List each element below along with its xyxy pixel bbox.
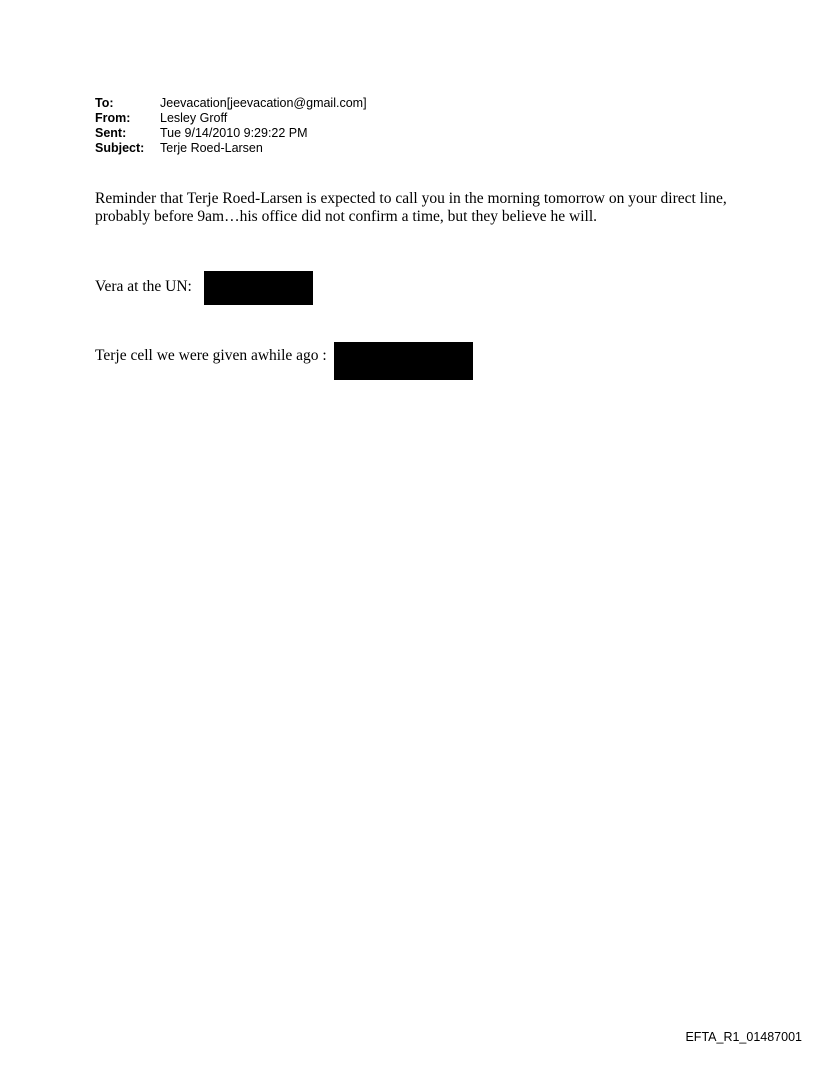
header-row-to — [95, 96, 367, 111]
from-value: Lesley Groff — [160, 111, 228, 125]
document-id: EFTA_R1_01487001 — [685, 1030, 802, 1044]
header-row-subject — [95, 141, 367, 156]
vera-line: Vera at the UN: — [95, 278, 192, 295]
header-row-sent — [95, 126, 367, 141]
header-row-from — [95, 111, 367, 126]
to-label: To: — [95, 96, 114, 110]
redaction-box — [204, 271, 313, 305]
sent-label: Sent: — [95, 126, 127, 140]
terje-cell-line: Terje cell we were given awhile ago : — [95, 347, 327, 364]
subject-label: Subject: — [95, 141, 145, 155]
redaction-box — [334, 342, 473, 380]
sent-value: Tue 9/14/2010 9:29:22 PM — [160, 126, 308, 140]
subject-value: Terje Roed-Larsen — [160, 141, 263, 155]
email-header — [95, 96, 367, 156]
to-value: Jeevacation[jeevacation@gmail.com] — [160, 96, 367, 110]
from-label: From: — [95, 111, 131, 125]
email-body: Reminder that Terje Roed-Larsen is expected to call you in the morning tomorrow on your direct line, probably before 9am…his office did not confirm a time, but they believe he will. — [95, 190, 727, 225]
